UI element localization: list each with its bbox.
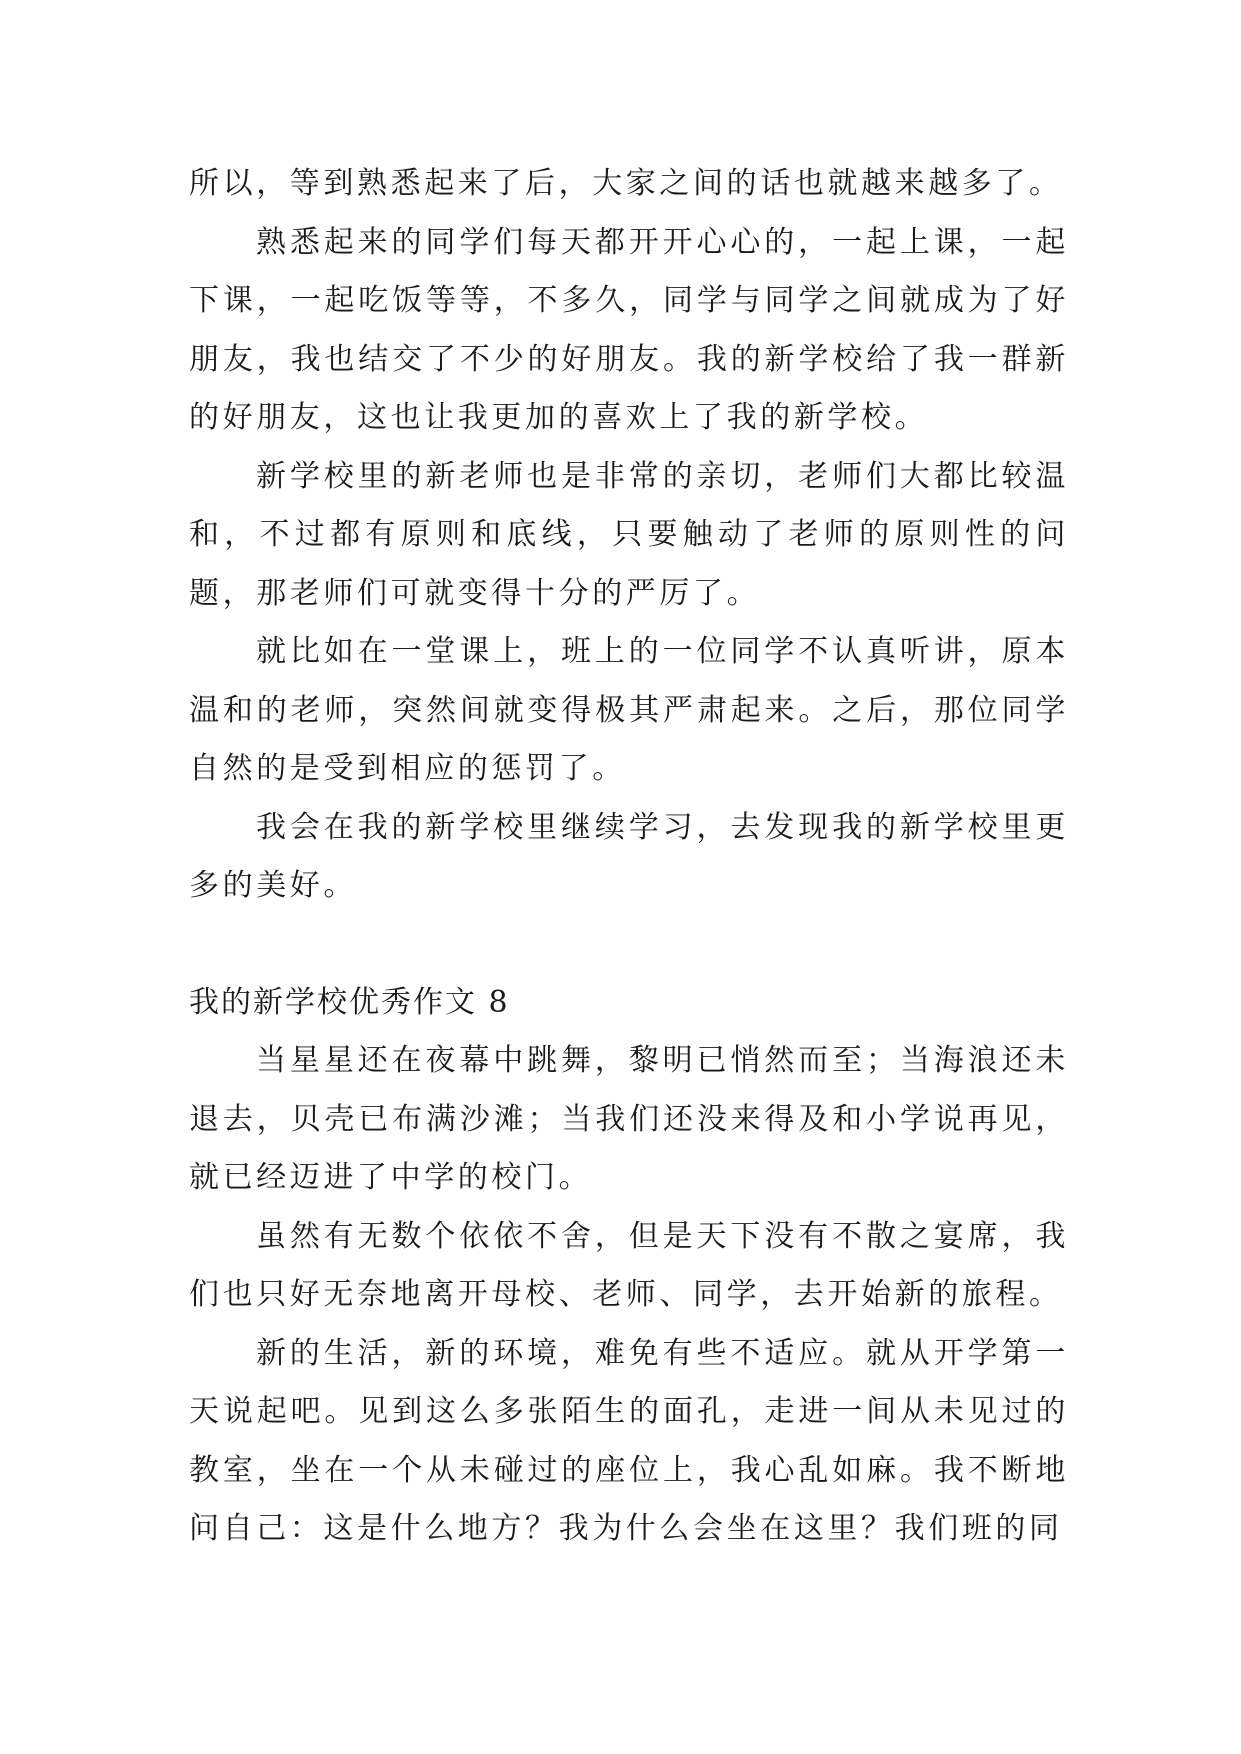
essay-body — [189, 155, 1069, 1559]
paragraph-continuation: 所以，等到熟悉起来了后，大家之间的话也就越来越多了。 — [189, 166, 1063, 201]
paragraph: 当星星还在夜幕中跳舞，黎明已悄然而至；当海浪还未退去，贝壳已布满沙滩；当我们还没来得及和小学说再见，就已经迈进了中学的校门。 — [189, 1043, 1069, 1195]
paragraph: 虽然有无数个依依不舍，但是天下没有不散之宴席，我们也只好无奈地离开母校、老师、同学，去开始新的旅程。 — [189, 1218, 1069, 1312]
paragraph: 我会在我的新学校里继续学习，去发现我的新学校里更多的美好。 — [189, 809, 1069, 903]
paragraph: 新学校里的新老师也是非常的亲切，老师们大都比较温和，不过都有原则和底线，只要触动了老师的原则性的问题，那老师们可就变得十分的严厉了。 — [189, 458, 1069, 611]
paragraph: 熟悉起来的同学们每天都开开心心的，一起上课，一起下课，一起吃饭等等，不多久，同学与同学之间就成为了好朋友，我也结交了不少的好朋友。我的新学校给了我一群新的好朋友，这也让我更加的喜欢上了我的新学校。 — [189, 224, 1069, 435]
paragraph: 就比如在一堂课上，班上的一位同学不认真听讲，原本温和的老师，突然间就变得极其严肃起来。之后，那位同学自然的是受到相应的惩罚了。 — [189, 634, 1069, 786]
essay-heading: 我的新学校优秀作文 8 — [189, 984, 510, 1020]
paragraph: 新的生活，新的环境，难免有些不适应。就从开学第一天说起吧。见到这么多张陌生的面孔，走进一间从未见过的教室，坐在一个从未碰过的座位上，我心乱如麻。我不断地问自己：这是什么地方？我为什么会坐在这里？我们班的同 — [189, 1335, 1069, 1546]
